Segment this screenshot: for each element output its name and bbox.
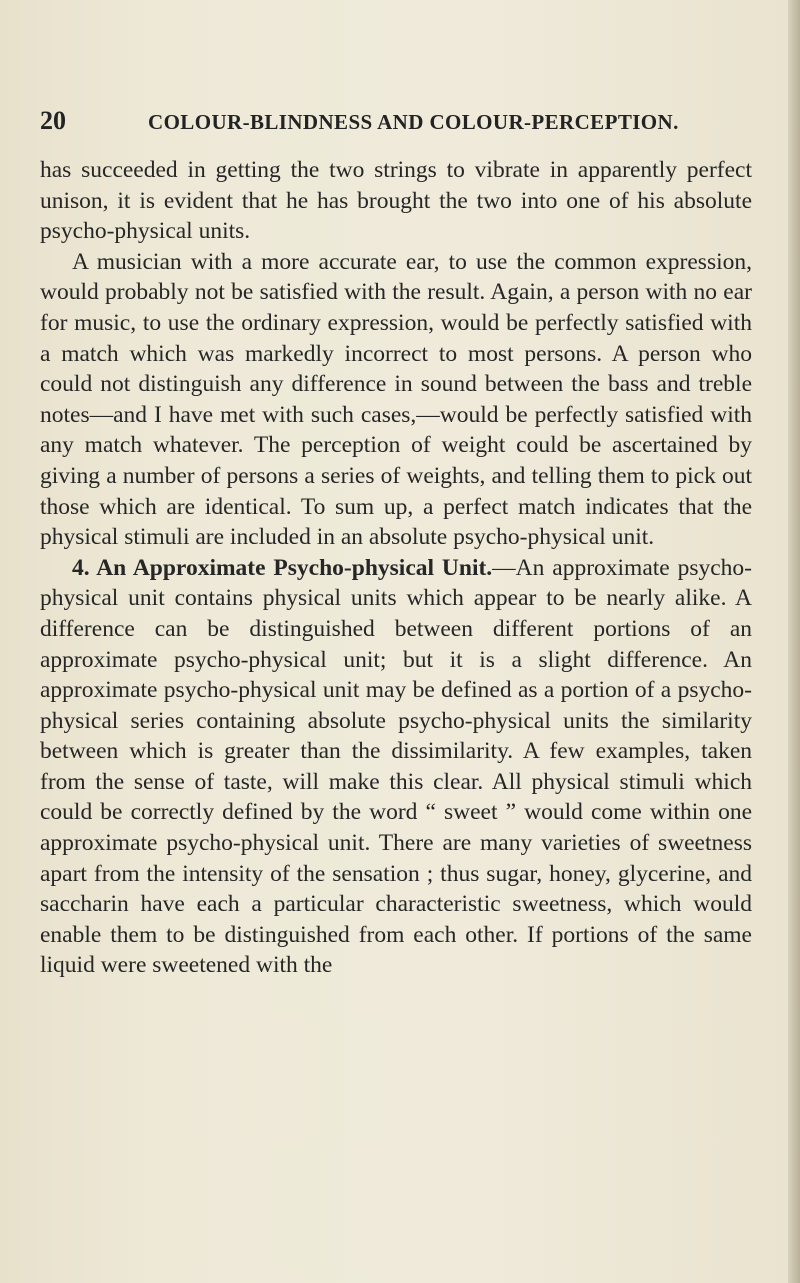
paragraph-2: A musician with a more accurate ear, to use the common expression, would probably not be satisfied with the result. Again, a person with no ear for music, to use the ordinary expression, would be perfectly satisfied with a match which was markedly incorrect to most persons. A person who could not distinguish any difference in sound between the bass and treble notes—and I have met with such cases,—would be perfectly satisfied with any match whatever. The perception of weight could be ascertained by giving a number of persons a series of weights, and telling them to pick out those which are identical. To sum up, a perfect match indicates that the physical stimuli are included in an absolute psycho-physical unit. (40, 248, 752, 551)
page-edge-shadow (788, 0, 800, 1283)
paragraph-3-text: —An approximate psycho-physical unit contains physical units which appear to be nearly alike. A difference can be distinguished between different portions of an approximate psycho-physical unit; but it is a slight difference. An approximate psycho-physical unit may be defined as a portion of a psycho-physical series containing absolute psycho-physical units the similarity between which is greater than the dissimilarity. A few examples, taken from the sense of taste, will make this clear. All physical stimuli which could be correctly defined by the word “ sweet ” would come within one approximate psycho-physical unit. There are many varieties of sweetness apart from the intensity of the sensation ; thus sugar, honey, glycerine, and saccharin have each a particular characteristic sweetness, which would enable them to be distinguished from each other. If portions of the same liquid were sweetened with the (40, 554, 752, 979)
page-number: 20 (40, 106, 66, 135)
running-head: COLOUR-BLINDNESS AND COLOUR-PERCEPTION. (148, 110, 679, 134)
paragraph-3 (40, 553, 752, 981)
page-header (40, 106, 760, 140)
paragraph-1: has succeeded in getting the two strings to vibrate in apparently perfect unison, it is evident that he has brought the two into one of his absolute psycho-physical units. (40, 157, 752, 245)
body-text (40, 155, 752, 981)
section-heading: 4. An Approximate Psycho-physical Unit. (72, 554, 493, 581)
